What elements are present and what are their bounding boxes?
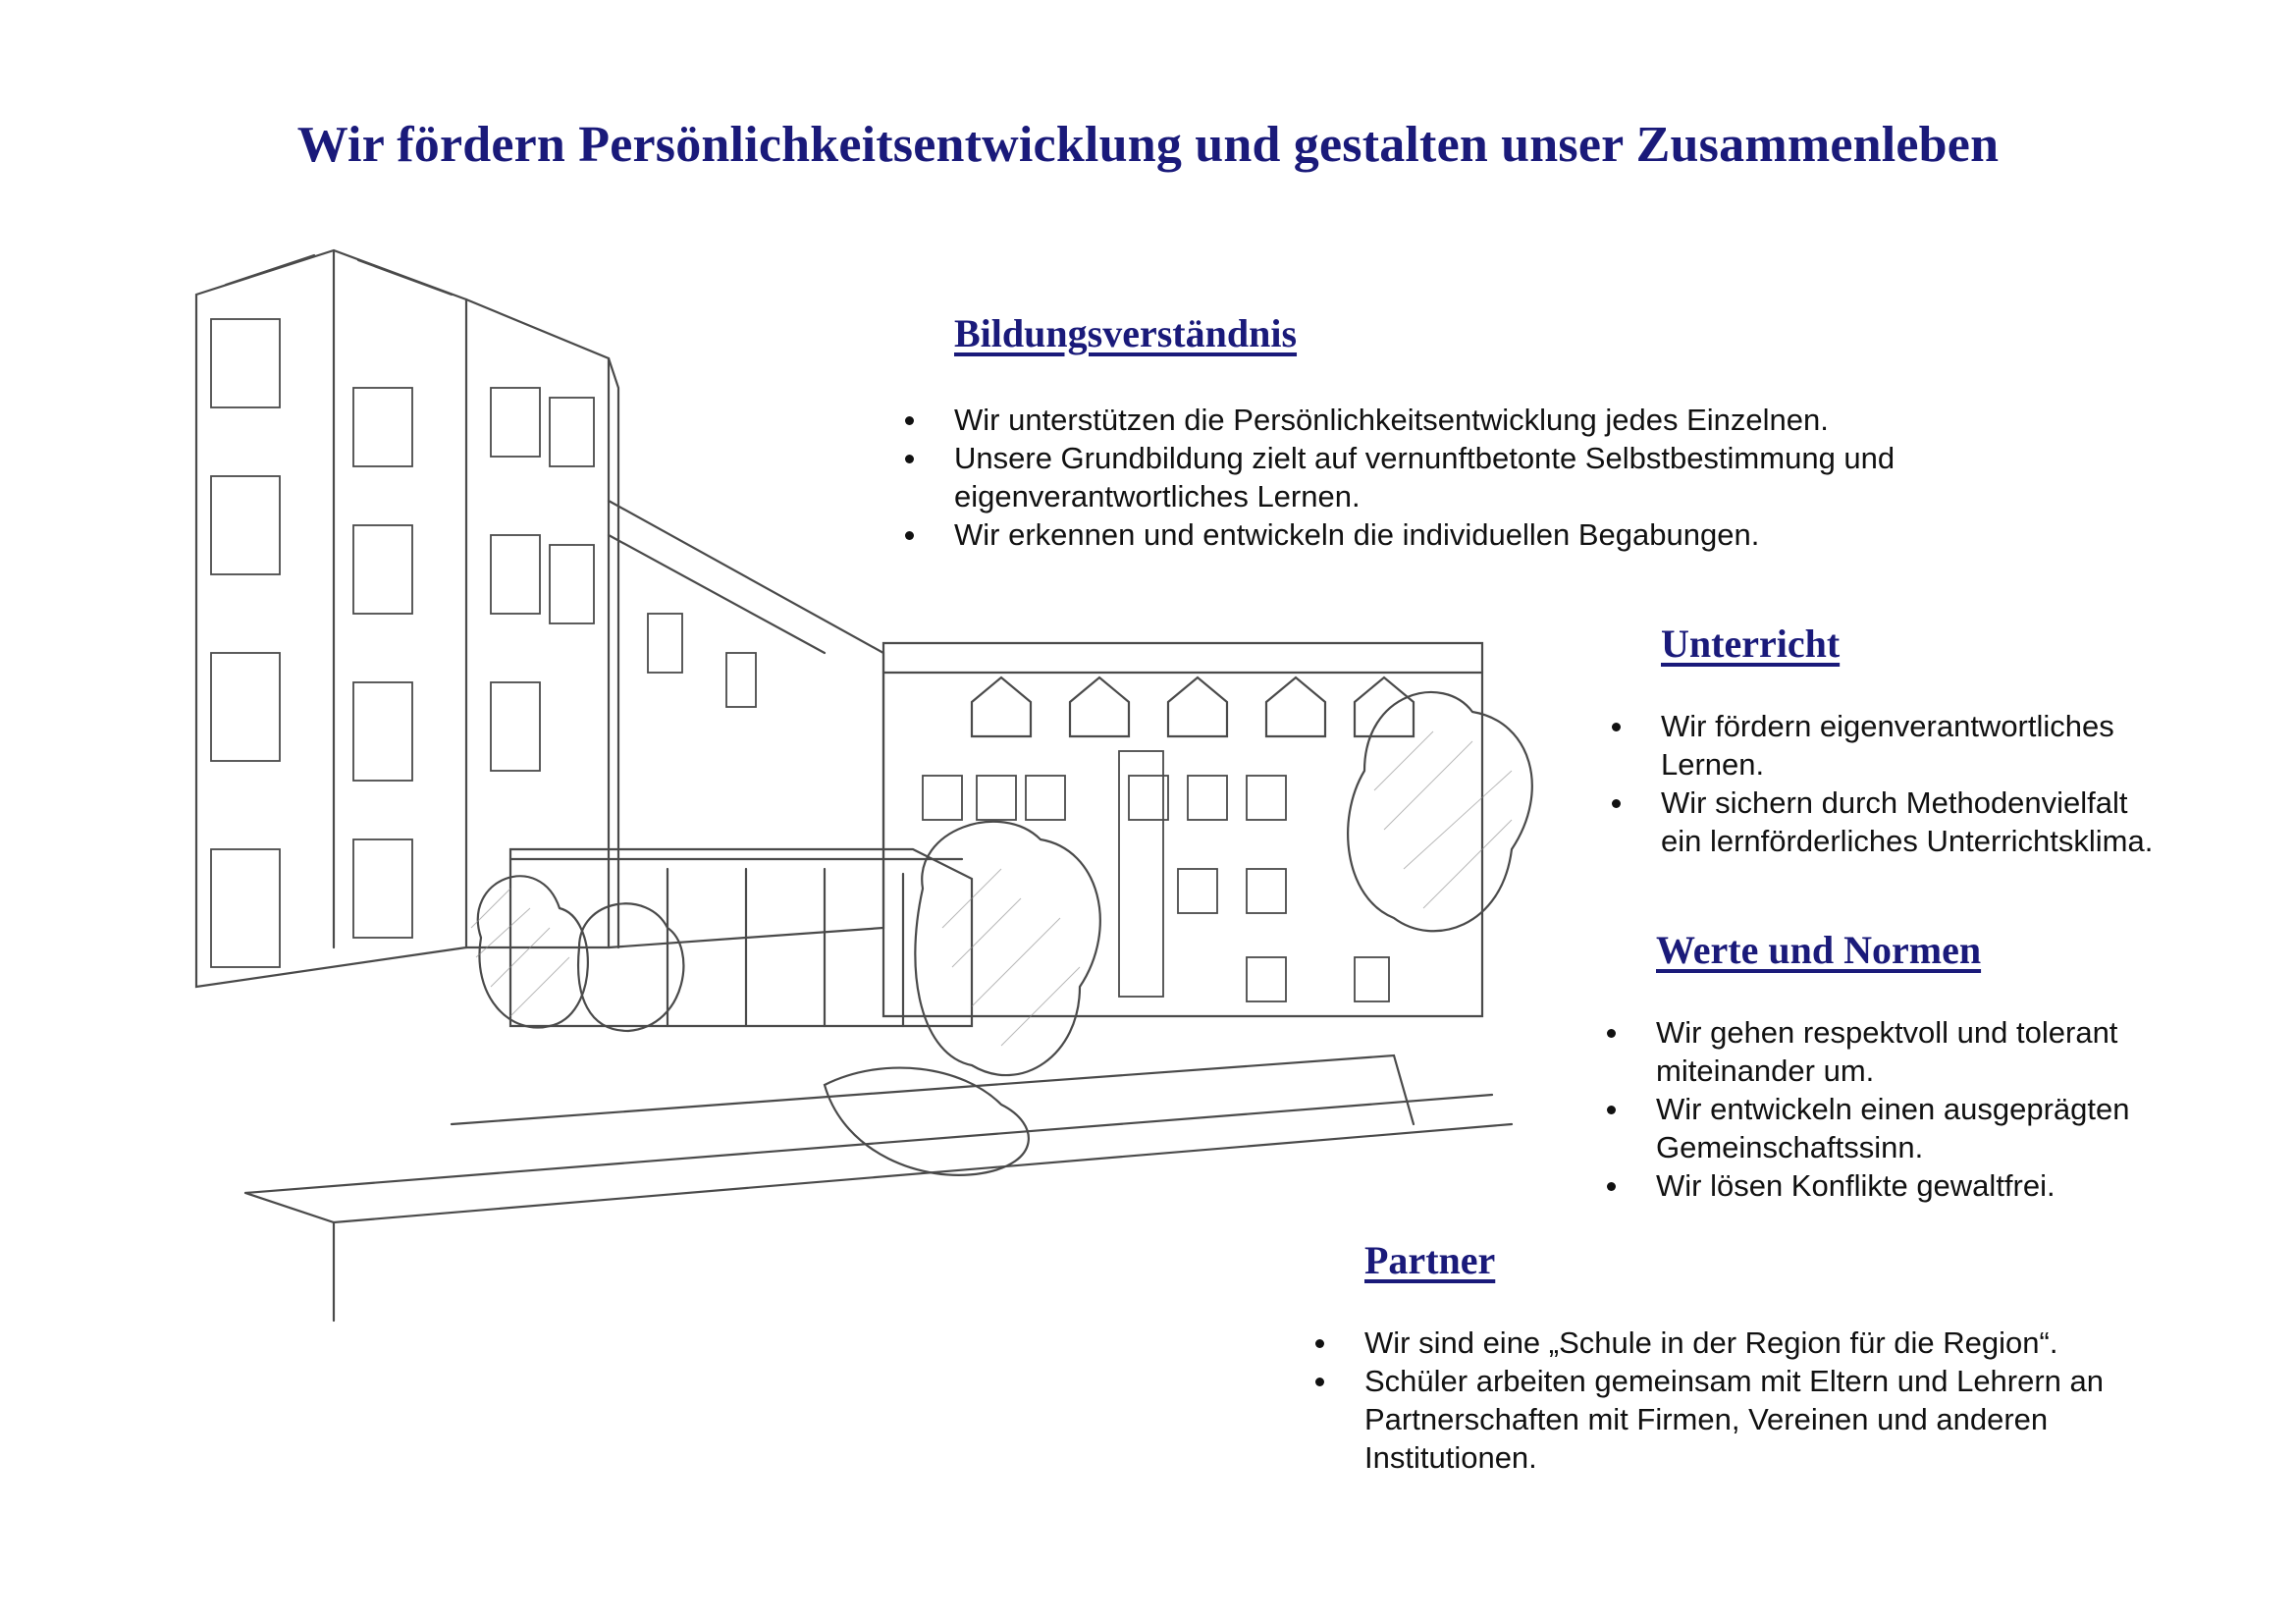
list-item: Wir sichern durch Methodenvielfalt ein lernförderliches Unterrichtsklima. [1610, 784, 2160, 860]
list-item: Wir erkennen und entwickeln die individuellen Begabungen. [903, 515, 2002, 554]
list-item: Wir unterstützen die Persönlichkeitsentwicklung jedes Einzelnen. [903, 401, 2002, 439]
list-item: Wir entwickeln einen ausgeprägten Gemeinschaftssinn. [1605, 1090, 2155, 1166]
heading-bildungsverstaendnis: Bildungsverständnis [954, 311, 1298, 355]
list-item: Wir lösen Konflikte gewaltfrei. [1605, 1166, 2155, 1205]
list-item: Wir fördern eigenverantwortliches Lernen. [1610, 707, 2160, 784]
list-item: Schüler arbeiten gemeinsam mit Eltern und Lehrern an Partnerschaften mit Firmen, Vereinen und anderen Institutionen. [1313, 1362, 2197, 1477]
heading-unterricht: Unterricht [1661, 622, 1841, 666]
heading-partner: Partner [1364, 1238, 1496, 1282]
list-item: Wir sind eine „Schule in der Region für die Region“. [1313, 1324, 2197, 1362]
list-bildungsverstaendnis [903, 401, 2002, 554]
list-item: Wir gehen respektvoll und tolerant miteinander um. [1605, 1013, 2155, 1090]
heading-werte-und-normen: Werte und Normen [1656, 928, 1982, 972]
list-unterricht [1610, 707, 2160, 860]
list-werte-und-normen [1605, 1013, 2155, 1205]
list-item: Unsere Grundbildung zielt auf vernunftbetonte Selbstbestimmung und eigenverantwortliches Lernen. [903, 439, 2002, 515]
list-partner [1313, 1324, 2197, 1477]
page-title: Wir fördern Persönlichkeitsentwicklung und gestalten unser Zusammenleben [296, 117, 2000, 173]
